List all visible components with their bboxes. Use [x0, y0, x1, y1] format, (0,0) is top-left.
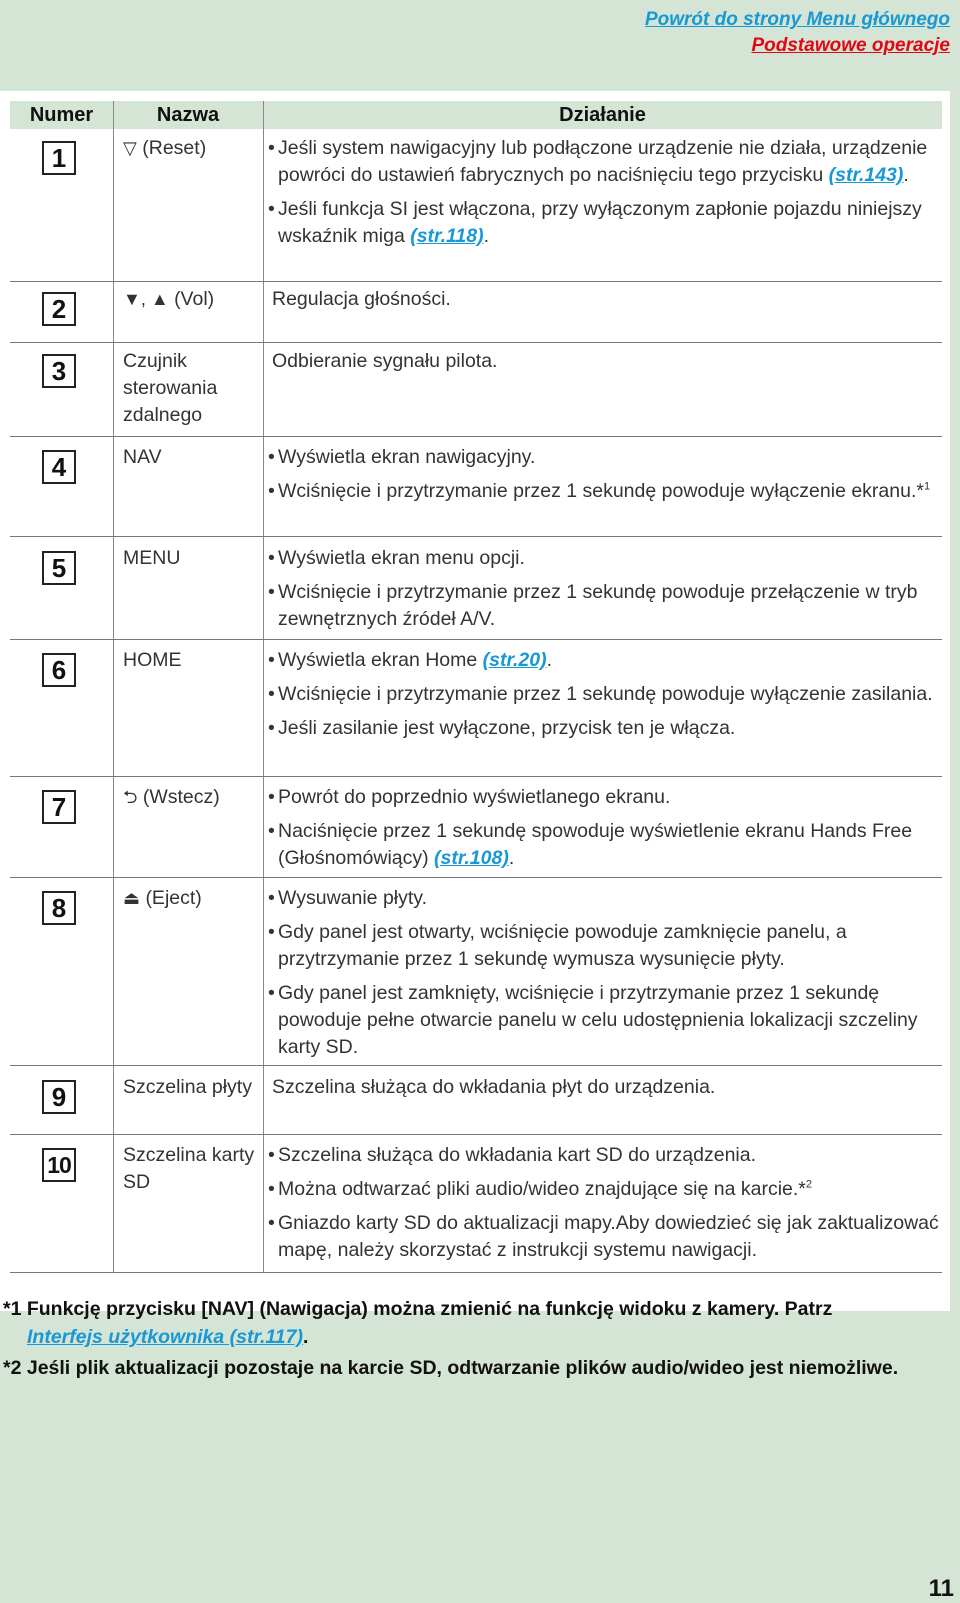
list-item: • Jeśli system nawigacyjny lub podłączone urządzenie nie działa, urządzenie powróci do ustawień fabrycznych po naciśnięciu tego przycisku (str.143).: [268, 137, 928, 186]
table-header: [10, 101, 942, 129]
page-reference-link[interactable]: (str.20): [482, 649, 547, 671]
list-item: • Jeśli zasilanie jest wyłączone, przycisk ten je włącza.: [268, 717, 736, 739]
list-item: • Wyświetla ekran Home (str.20).: [268, 649, 553, 671]
footnote-2: *2 Jeśli plik aktualizacji pozostaje na karcie SD, odtwarzanie plików audio/wideo jest niemożliwe.: [3, 1357, 899, 1379]
volume-triangles-icon: ▼, ▲: [123, 289, 169, 309]
table-row: [10, 286, 942, 343]
table-row: [10, 545, 942, 640]
row-name: Czujnik sterowania zdalnego: [123, 350, 218, 426]
row-name: Szczelina płyty: [123, 1076, 252, 1098]
table-row: [10, 885, 942, 1066]
table-row: [10, 348, 942, 437]
list-item: • Wciśnięcie i przytrzymanie przez 1 sekundę powoduje wyłączenie zasilania.: [268, 683, 933, 705]
row-action: [266, 444, 942, 505]
row-name: ▽ (Reset): [123, 137, 207, 159]
list-item: • Szczelina służąca do wkładania kart SD do urządzenia.: [268, 1144, 757, 1166]
page-reference-link[interactable]: (str.143): [828, 164, 904, 186]
list-item: • Jeśli funkcja SI jest włączona, przy wyłączonym zapłonie pojazdu niniejszy wskaźnik miga (str.118).: [268, 198, 922, 247]
header-number: Numer: [29, 104, 94, 126]
row-action: [266, 1074, 942, 1101]
table-row: [10, 784, 942, 878]
list-item: • Wyświetla ekran nawigacyjny.: [268, 446, 536, 468]
row-action: [266, 545, 942, 633]
row-number-badge: 8: [42, 891, 76, 925]
list-item: • Naciśnięcie przez 1 sekundę spowoduje wyświetlenie ekranu Hands Free (Głośnomówiący) (str.108).: [268, 820, 913, 869]
row-name: NAV: [123, 446, 162, 468]
list-item: • Wyświetla ekran menu opcji.: [268, 547, 525, 569]
row-number-badge: 6: [42, 653, 76, 687]
table-row: [10, 135, 942, 282]
row-action: [266, 348, 942, 375]
row-action: [266, 885, 942, 1061]
basic-operations-link[interactable]: Podstawowe operacje: [751, 35, 950, 56]
row-action: [266, 135, 942, 250]
list-item: • Gdy panel jest zamknięty, wciśnięcie i przytrzymanie przez 1 sekundę powoduje pełne otwarcie panelu w celu udostępnienia lokalizacji szczeliny karty SD.: [268, 982, 918, 1058]
back-arrow-icon: ⮌: [123, 787, 138, 807]
list-item: • Gdy panel jest otwarty, wciśnięcie powoduje zamknięcie panelu, a przytrzymanie przez 1 sekundę wymusza wysunięcie płyty.: [268, 921, 847, 970]
table-row: [10, 444, 942, 537]
buttons-table: [0, 91, 950, 1311]
table-row: [10, 1074, 942, 1135]
list-item: • Wciśnięcie i przytrzymanie przez 1 sekundę powoduje przełączenie w tryb zewnętrznych źródeł A/V.: [268, 581, 918, 630]
row-name: ▼, ▲ (Vol): [123, 288, 215, 310]
table-row: [10, 647, 942, 777]
row-number-badge: 5: [42, 551, 76, 585]
row-action: [266, 647, 942, 742]
row-number-badge: 3: [42, 354, 76, 388]
header-name: Nazwa: [156, 104, 220, 126]
user-interface-link[interactable]: Interfejs użytkownika (str.117): [27, 1326, 303, 1348]
list-item: • Powrót do poprzednio wyświetlanego ekranu.: [268, 786, 671, 808]
eject-icon: ⏏: [123, 888, 141, 908]
list-item: • Można odtwarzać pliki audio/wideo znajdujące się na karcie.*$^2$: [268, 1178, 812, 1200]
row-action: [266, 1142, 942, 1264]
top-navigation-links: [645, 7, 950, 59]
page-number: 11: [928, 1575, 954, 1602]
row-action: [266, 286, 942, 313]
header-action: Działanie: [559, 104, 646, 126]
page-reference-link[interactable]: (str.118): [410, 225, 484, 247]
row-number-badge: 1: [42, 141, 76, 175]
row-name: Szczelina karty SD: [123, 1144, 255, 1193]
page-reference-link[interactable]: (str.108): [434, 847, 509, 869]
row-number-badge: 9: [42, 1080, 76, 1114]
main-menu-link[interactable]: Powrót do strony Menu głównego: [644, 9, 950, 30]
action-text: Szczelina służąca do wkładania płyt do urządzenia.: [272, 1076, 716, 1098]
list-item: • Wysuwanie płyty.: [268, 887, 428, 909]
row-name: MENU: [123, 547, 181, 569]
action-text: Odbieranie sygnału pilota.: [272, 350, 498, 372]
reset-triangle-icon: ▽: [123, 138, 137, 158]
row-name: HOME: [123, 649, 182, 671]
footnote-1: *1 Funkcję przycisku [NAV] (Nawigacja) można zmienić na funkcję widoku z kamery. Patrz Interfejs użytkownika (str.117).: [3, 1298, 833, 1348]
list-item: • Wciśnięcie i przytrzymanie przez 1 sekundę powoduje wyłączenie ekranu.*$^1$: [268, 480, 931, 502]
list-item: • Gniazdo karty SD do aktualizacji mapy.Aby dowiedzieć się jak zaktualizować mapę, należy skorzystać z instrukcji systemu nawigacji.: [268, 1212, 939, 1261]
table-row: [10, 1142, 942, 1273]
row-name: ⮌ (Wstecz): [123, 786, 220, 808]
row-number-badge: 2: [42, 292, 76, 326]
row-number-badge: 7: [42, 790, 76, 824]
footnotes: [3, 1295, 953, 1382]
row-number-badge: 4: [42, 450, 76, 484]
row-action: [266, 784, 942, 872]
row-name: ⏏ (Eject): [123, 887, 202, 909]
action-text: Regulacja głośności.: [272, 288, 451, 310]
row-number-badge: 10: [42, 1148, 76, 1182]
